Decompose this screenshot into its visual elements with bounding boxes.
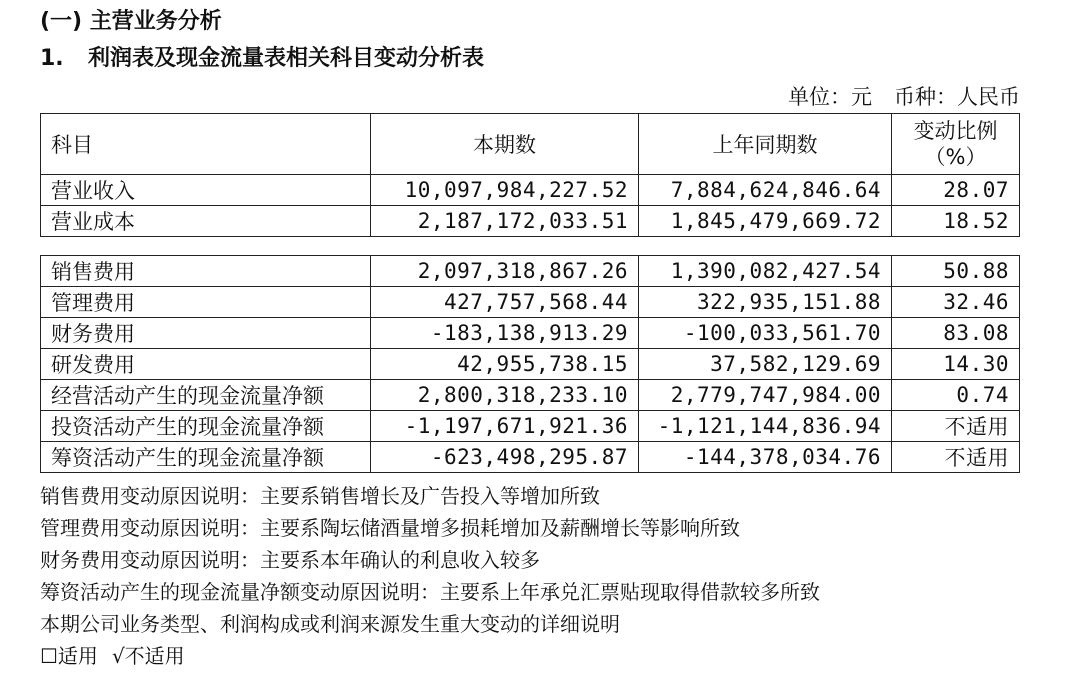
row-ratio: 不适用 (892, 442, 1020, 473)
row-prior: 37,582,129.69 (639, 349, 892, 380)
row-current: 2,097,318,867.26 (371, 256, 639, 287)
row-item: 筹资活动产生的现金流量净额 (41, 442, 371, 473)
section-title: (一) 主营业务分析 (40, 9, 222, 34)
note-line: 本期公司业务类型、利润构成或利润来源发生重大变动的详细说明 (40, 612, 620, 636)
row-ratio: 83.08 (892, 318, 1020, 349)
subsection-title-text: 利润表及现金流量表相关科目变动分析表 (88, 46, 485, 71)
row-item: 营业成本 (41, 206, 371, 237)
note-line: 筹资活动产生的现金流量净额变动原因说明：主要系上年承兑汇票贴现取得借款较多所致 (40, 580, 820, 604)
header-ratio-line2: （%） (924, 145, 987, 169)
row-ratio: 18.52 (892, 206, 1020, 237)
table-row (41, 256, 1020, 287)
note-line: 销售费用变动原因说明：主要系销售增长及广告投入等增加所致 (40, 484, 600, 508)
table-row (41, 175, 1020, 206)
note-line: 财务费用变动原因说明：主要系本年确认的利息收入较多 (40, 548, 540, 572)
subsection-number: 1. (40, 46, 64, 71)
row-prior: -1,121,144,836.94 (639, 411, 892, 442)
row-ratio: 不适用 (892, 411, 1020, 442)
row-ratio: 14.30 (892, 349, 1020, 380)
row-current: 2,187,172,033.51 (371, 206, 639, 237)
row-prior: 7,884,624,846.64 (639, 175, 892, 206)
subsection-title (40, 45, 484, 73)
note-line: 管理费用变动原因说明：主要系陶坛储酒量增多损耗增加及薪酬增长等影响所致 (40, 516, 740, 540)
row-ratio: 32.46 (892, 287, 1020, 318)
row-item: 研发费用 (41, 349, 371, 380)
row-current: -1,197,671,921.36 (371, 411, 639, 442)
row-current: -183,138,913.29 (371, 318, 639, 349)
table-row (41, 318, 1020, 349)
table-row (41, 349, 1020, 380)
row-item: 营业收入 (41, 175, 371, 206)
row-prior: 1,390,082,427.54 (639, 256, 892, 287)
header-ratio (892, 114, 1020, 175)
row-ratio: 28.07 (892, 175, 1020, 206)
income-table-top (40, 113, 1020, 237)
row-item: 管理费用 (41, 287, 371, 318)
income-table-bottom (40, 255, 1020, 473)
row-item: 投资活动产生的现金流量净额 (41, 411, 371, 442)
header-item: 科目 (41, 114, 371, 175)
row-item: 经营活动产生的现金流量净额 (41, 380, 371, 411)
row-current: 10,097,984,227.52 (371, 175, 639, 206)
row-prior: -144,378,034.76 (639, 442, 892, 473)
row-item: 销售费用 (41, 256, 371, 287)
header-current: 本期数 (371, 114, 639, 175)
currency-label: 币种：人民币 (894, 85, 1020, 109)
unit-currency-line (788, 84, 1020, 110)
applicable-option: ☐适用 (40, 644, 98, 668)
row-current: 42,955,738.15 (371, 349, 639, 380)
table-header-row (41, 114, 1020, 175)
not-applicable-option: √不适用 (111, 644, 185, 668)
row-item: 财务费用 (41, 318, 371, 349)
table-row (41, 380, 1020, 411)
header-ratio-line1: 变动比例 (913, 119, 998, 143)
row-prior: -100,033,561.70 (639, 318, 892, 349)
row-current: 427,757,568.44 (371, 287, 639, 318)
row-current: -623,498,295.87 (371, 442, 639, 473)
table-row (41, 287, 1020, 318)
applicability-line (40, 640, 820, 672)
table-row (41, 206, 1020, 237)
row-prior: 322,935,151.88 (639, 287, 892, 318)
row-current: 2,800,318,233.10 (371, 380, 639, 411)
row-prior: 2,779,747,984.00 (639, 380, 892, 411)
table-row (41, 442, 1020, 473)
unit-label: 单位：元 (788, 85, 872, 109)
row-ratio: 0.74 (892, 380, 1020, 411)
notes-section (40, 480, 820, 672)
row-prior: 1,845,479,669.72 (639, 206, 892, 237)
header-prior: 上年同期数 (639, 114, 892, 175)
row-ratio: 50.88 (892, 256, 1020, 287)
table-row (41, 411, 1020, 442)
